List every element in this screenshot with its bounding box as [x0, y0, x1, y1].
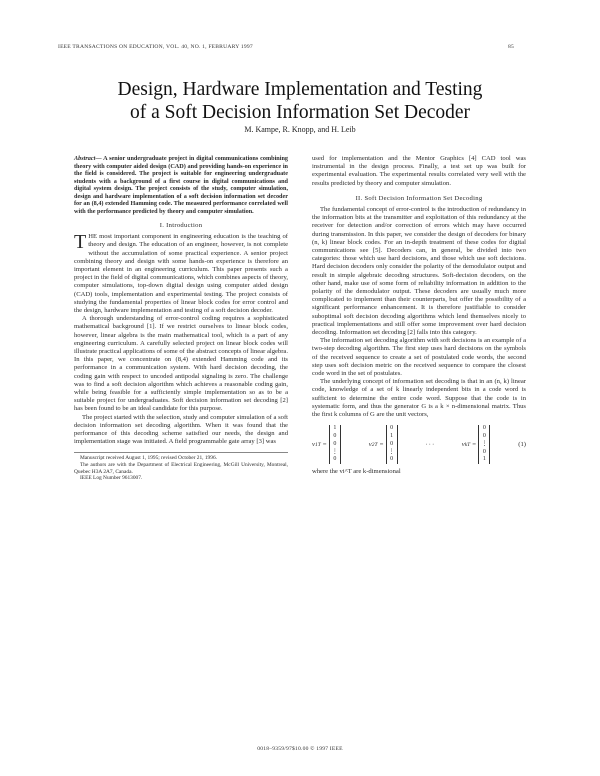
journal-name: IEEE TRANSACTIONS ON EDUCATION, VOL. 40, NO. 1, FEBRUARY 1997	[58, 44, 253, 50]
vector-entry: 0	[390, 456, 394, 463]
right-paragraph-after-equation: where the vi^T are k-dimensional	[312, 468, 401, 476]
vector-v1-entries	[329, 425, 341, 464]
intro-paragraph-1-text: HE most important component in engineering education is the teaching of theory and design. The education of an engineer, however, is not complete without the accumulation of some practical experience. A senior project combining theory and design with some hands-on experience is therefore an important element in an engineering curriculum. This paper presents such a project in the field of digital communications, which combines aspects of theory, computer simulations, top-down digital design using computer aided design (CAD) tools, implementation and experimental testing. The project consists of studying the fundamental properties of linear block codes for error control and the design, hardware implementation and testing of a soft decision decoder.	[74, 233, 288, 315]
intro-paragraph-3: The project started with the selection, study and computer simulation of a soft decision information set decoding algorithm. When it was found that the performance of this decoding scheme satisfied our needs, the design and implementation stage was initiated. A field programmable gate array [3] was	[74, 413, 288, 446]
vector-entry: 0	[482, 425, 486, 432]
vector-entry: 0	[390, 440, 394, 447]
vector-entry: 0	[390, 425, 394, 432]
section-heading-soft-decision: II. Soft Decision Information Set Decoding	[355, 194, 483, 202]
title-line-2: of a Soft Decision Information Set Decoder	[129, 102, 471, 123]
footnote	[74, 452, 288, 481]
equation-ellipsis: · · ·	[425, 440, 434, 448]
vector-entry: 0	[333, 433, 337, 440]
vector-entry: 1	[333, 425, 337, 432]
vector-entry: 0	[482, 448, 486, 455]
running-header	[58, 44, 514, 50]
vector-entry: 1	[482, 456, 486, 463]
title-line-1: Design, Hardware Implementation and Testing	[117, 79, 483, 100]
equation-number: (1)	[518, 440, 526, 448]
vector-v1: v 1 T = 1 0 0 ⋮ 0	[312, 425, 341, 464]
vector-v2: v 2 T = 0 1 0 ⋮ 0	[369, 425, 398, 464]
copyright-footer: 0018–9359/97$10.00 © 1997 IEEE	[257, 746, 343, 752]
vector-vk: v k T = 0 0 ⋮ 0 1	[462, 425, 491, 464]
paper-title	[40, 78, 560, 124]
abstract	[74, 155, 288, 215]
vector-vk-entries	[478, 425, 490, 464]
abstract-body: — A senior undergraduate project in digital communications combining theory with computer aided design (CAD) and providing hands-on experience in the field is considered. The project is suitable for engineering undergraduate students with a background of a first course in digital communications and digital system design. The project consists of the study, computer simulation, design and hardware implementation of a soft decision information set decoder for an (8,4) extended Hamming code. The measured performance correlated well with the performance predicted by theory and computer simulation.	[74, 155, 288, 215]
footnote-line-3: IEEE Log Number 9613007.	[80, 475, 143, 482]
vector-entry: ⋮	[388, 448, 395, 455]
left-column	[74, 155, 288, 482]
right-column	[312, 155, 526, 476]
drop-cap: T	[74, 231, 87, 254]
right-paragraph-1: The fundamental concept of error-control is the introduction of redundancy in the information bits at the transmitter and exploitation of this redundancy at the receiver for detection and/or correction of errors which may have occurred during transmission. In this paper, we consider the design of decoders for binary (n, k) linear block codes. For an in-depth treatment of these codes for digital communications see [5]. Decoders can, in general, be divided into two categories: those which use hard decisions, and those which use soft decisions. Hard decision decoders only consider the polarity of the demodulator output and result in simple algebraic decoding structures. Soft-decision decoders, on the other hand, make use of some form of reliability information in addition to the polarity of the demodulator output. These decoders are usually much more complicated to implement than their counterparts, but offer the possibility of a significant performance enhancement. It is therefore justifiable to consider suboptimal soft decision decoding algorithms which lend themselves nicely to practical implementations and still offer some improvement over hard decision decoding. Information set decoding [2] falls into this category.	[312, 206, 526, 337]
vector-entry: 1	[390, 433, 394, 440]
page-number: 85	[508, 44, 514, 50]
intro-paragraph-2: A thorough understanding of error-control coding requires a sophisticated mathematical background [1]. If we restrict ourselves to linear block codes, however, linear algebra is the main mathematical tool, which is a part of any engineering curriculum. A carefully selected project on linear block codes will illustrate practical applications of some of the abstract concepts of linear algebra. In this paper, we concentrate on (8,4) extended Hamming code and its performance in a communication system. With hard decision decoding, the coding gain with respect to uncoded antipodal signaling is zero. The challenge was to find a soft decision algorithm which achieves a reasonable coding gain, while being feasible for a sufficiently simple implementation so as to be a suitable project for undergraduates. Soft decision information set decoding [2] has been found to be an ideal candidate for this purpose.	[74, 315, 288, 413]
abstract-lead: Abstract	[74, 155, 96, 162]
right-paragraph-3: The underlying concept of information set decoding is that in an (n, k) linear code, knowledge of a set of k linearly independent bits in a code word is sufficient to determine the entire code word. Suppose that the code is in systematic form, and thus the generator G is a k × n-dimensional matrix. Thus the first k columns of G are the unit vectors,	[312, 378, 526, 419]
vector-entry: ⋮	[331, 448, 338, 455]
vector-entry: 0	[333, 456, 337, 463]
vector-entry: 0	[482, 433, 486, 440]
author-list: M. Kampe, R. Knopp, and H. Leib	[244, 125, 356, 134]
vector-v2-entries	[386, 425, 398, 464]
footnote-line-2: The authors are with the Department of Electrical Engineering, McGill University, Montreal, Quebec H3A 2A7, Canada.	[74, 462, 288, 475]
vector-entry: ⋮	[481, 440, 488, 447]
equation-1	[312, 425, 526, 464]
right-paragraph-2: The information set decoding algorithm with soft decisions is an example of a two-step decoding algorithm. The first step uses hard decisions on the symbols of the received sequence to create a set of postulated code words, the second step uses soft decision metric on the received sequence to compare the closest code word in the set of postulates.	[312, 337, 526, 378]
footnote-line-1: Manuscript received August 1, 1995; revised October 21, 1996.	[80, 455, 217, 462]
vector-entry: 0	[333, 440, 337, 447]
intro-paragraph-1	[74, 233, 288, 315]
right-paragraph-0: used for implementation and the Mentor Graphics [4] CAD tool was instrumental in the design process. Finally, a test set up was built for experimental evaluation. The experimental results correlated very well with the results predicted by theory and computer simulation.	[312, 155, 526, 187]
section-heading-introduction: I. Introduction	[159, 222, 203, 229]
